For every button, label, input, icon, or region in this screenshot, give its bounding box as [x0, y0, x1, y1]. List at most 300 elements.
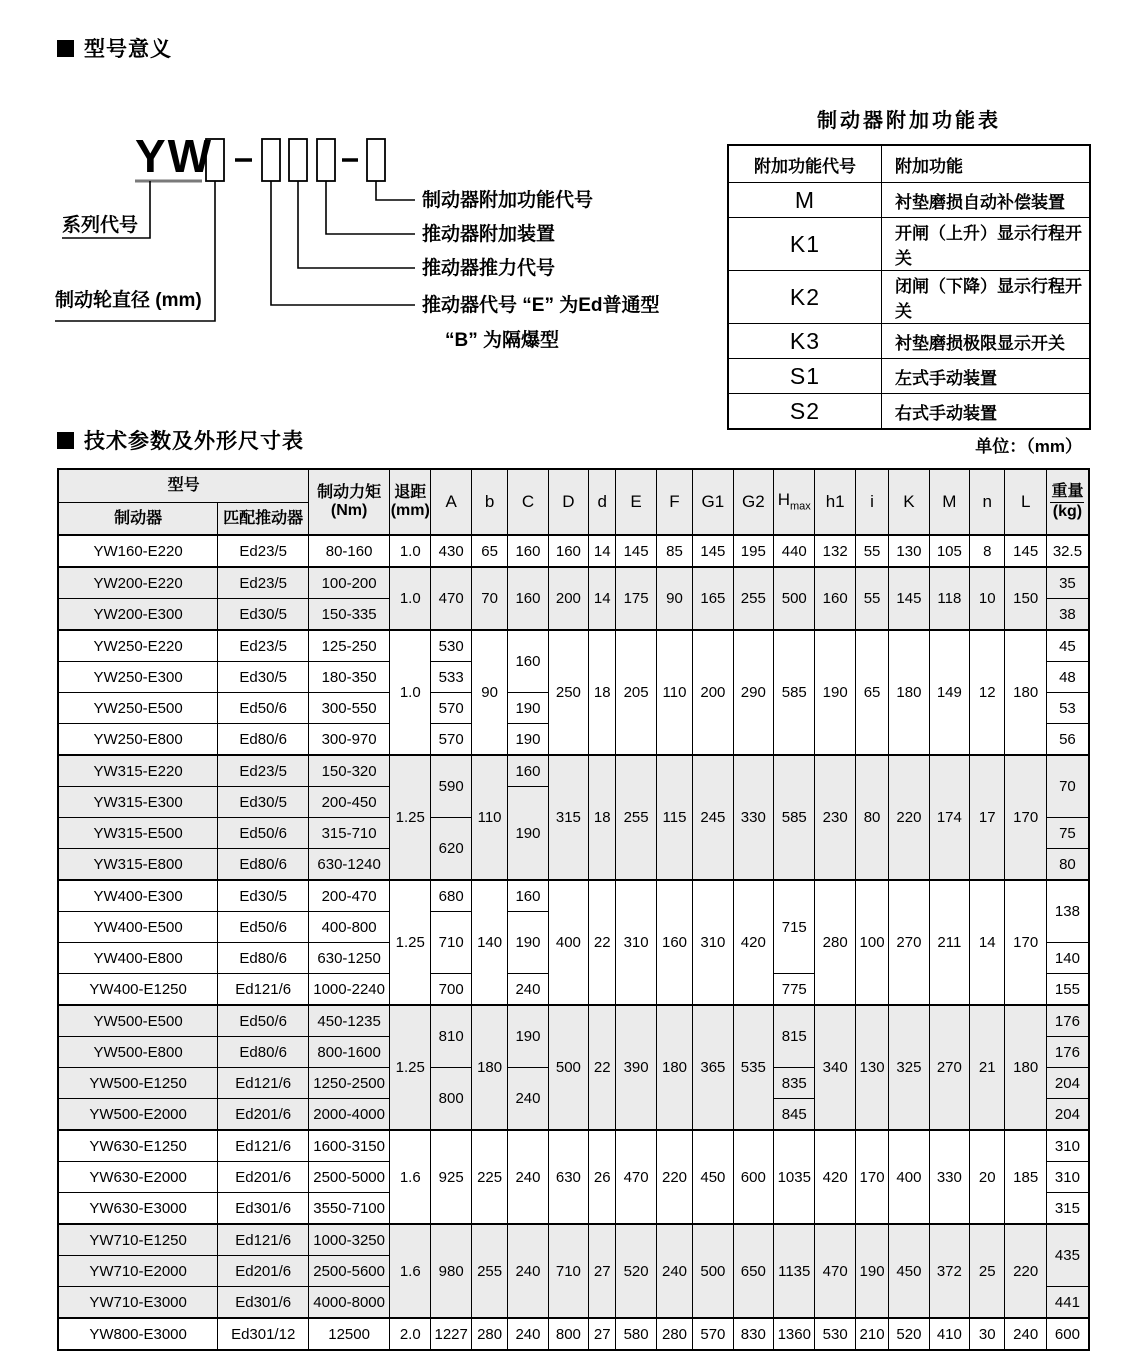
spec-cell: YW315-E500	[58, 818, 218, 849]
spec-cell: 1.0	[390, 567, 431, 630]
function-row	[728, 183, 1090, 218]
spec-cell: 180	[889, 630, 929, 755]
spec-cell: 190	[508, 912, 548, 974]
spec-cell: 205	[616, 630, 656, 755]
spec-cell: 25	[970, 1224, 1005, 1318]
spec-cell: 980	[431, 1224, 471, 1318]
spec-cell: YW630-E1250	[58, 1130, 218, 1162]
function-desc-cell: 右式手动装置	[882, 394, 1091, 430]
spec-header-cell: A	[431, 469, 471, 535]
spec-table-body	[58, 535, 1089, 1350]
spec-cell: 176	[1046, 1005, 1089, 1037]
spec-header-cell: b	[471, 469, 507, 535]
spec-cell: YW800-E3000	[58, 1318, 218, 1350]
spec-cell: 150-320	[309, 755, 390, 787]
spec-cell: 315-710	[309, 818, 390, 849]
spec-cell: Ed121/6	[218, 1068, 309, 1099]
spec-cell: 55	[855, 535, 888, 567]
section-bullet-icon	[57, 432, 74, 449]
spec-cell: 441	[1046, 1287, 1089, 1319]
spec-cell: 56	[1046, 724, 1089, 756]
spec-cell: 190	[508, 787, 548, 881]
spec-cell: Ed201/6	[218, 1099, 309, 1131]
spec-header-cell: C	[508, 469, 548, 535]
spec-header-cell: E	[616, 469, 656, 535]
spec-header-cell: G2	[733, 469, 773, 535]
code-box-function	[367, 139, 385, 181]
function-row	[728, 324, 1090, 359]
spec-cell: 325	[889, 1005, 929, 1130]
spec-cell: YW315-E300	[58, 787, 218, 818]
spec-cell: YW315-E800	[58, 849, 218, 881]
spec-cell: 1250-2500	[309, 1068, 390, 1099]
attachment-leader-line	[326, 181, 415, 234]
spec-cell: 12500	[309, 1318, 390, 1350]
spec-cell: 10	[970, 567, 1005, 630]
thrust-leader-line	[298, 181, 415, 268]
section-title: 型号意义	[84, 38, 172, 61]
spec-cell: 470	[616, 1130, 656, 1224]
spec-cell: 1.6	[390, 1130, 431, 1224]
spec-row	[58, 880, 1089, 912]
spec-cell: 210	[855, 1318, 888, 1350]
spec-cell: 600	[733, 1130, 773, 1224]
spec-cell: 190	[508, 724, 548, 756]
spec-cell: 90	[656, 567, 692, 630]
spec-cell: YW710-E3000	[58, 1287, 218, 1319]
spec-cell: 570	[693, 1318, 733, 1350]
spec-table	[57, 468, 1090, 1351]
spec-cell: 180	[656, 1005, 692, 1130]
spec-cell: 190	[855, 1224, 888, 1318]
spec-cell: 530	[431, 630, 471, 662]
thruster-code-label-line2: “B” 为隔爆型	[445, 330, 560, 351]
spec-cell: YW500-E500	[58, 1005, 218, 1037]
spec-cell: 315	[548, 755, 588, 880]
spec-cell: 800-1600	[309, 1037, 390, 1068]
spec-cell: YW500-E800	[58, 1037, 218, 1068]
wheel-label: 制动轮直径 (mm)	[55, 290, 202, 311]
spec-cell: 65	[471, 535, 507, 567]
spec-header-cell: D	[548, 469, 588, 535]
spec-cell: 230	[815, 755, 855, 880]
spec-cell: 585	[774, 630, 815, 755]
spec-cell: 390	[616, 1005, 656, 1130]
spec-cell: 200-450	[309, 787, 390, 818]
function-code-cell: K1	[728, 218, 882, 271]
spec-cell: 533	[431, 662, 471, 693]
spec-cell: 330	[733, 755, 773, 880]
spec-cell: YW630-E2000	[58, 1162, 218, 1193]
attachment-label: 推动器附加装置	[422, 224, 556, 245]
spec-cell: 520	[889, 1318, 929, 1350]
spec-cell: 35	[1046, 567, 1089, 599]
spec-cell: 32.5	[1046, 535, 1089, 567]
spec-cell: Ed30/5	[218, 662, 309, 693]
spec-cell: 160	[508, 567, 548, 630]
spec-cell: 27	[589, 1224, 616, 1318]
spec-cell: 21	[970, 1005, 1005, 1130]
spec-row	[58, 1005, 1089, 1037]
spec-cell: 620	[431, 818, 471, 881]
spec-cell: 2.0	[390, 1318, 431, 1350]
function-code-cell: K2	[728, 271, 882, 324]
spec-cell: 30	[970, 1318, 1005, 1350]
spec-cell: 310	[616, 880, 656, 1005]
spec-cell: 200	[548, 567, 588, 630]
spec-cell: 400-800	[309, 912, 390, 943]
spec-cell: 440	[774, 535, 815, 567]
spec-header-cell: n	[970, 469, 1005, 535]
spec-cell: 26	[589, 1130, 616, 1224]
spec-cell: 150	[1005, 567, 1046, 630]
spec-cell: 14	[589, 535, 616, 567]
spec-cell: 255	[616, 755, 656, 880]
spec-cell: Ed301/6	[218, 1193, 309, 1225]
spec-cell: Ed201/6	[218, 1256, 309, 1287]
spec-cell: 4000-8000	[309, 1287, 390, 1319]
spec-cell: Ed80/6	[218, 849, 309, 881]
spec-cell: 140	[471, 880, 507, 1005]
spec-cell: Ed301/12	[218, 1318, 309, 1350]
spec-row	[58, 1318, 1089, 1350]
spec-cell: 255	[733, 567, 773, 630]
spec-cell: Ed50/6	[218, 912, 309, 943]
function-table-block	[727, 104, 1091, 430]
spec-cell: 132	[815, 535, 855, 567]
spec-header-cell: d	[589, 469, 616, 535]
thruster-code-label-line1: 推动器代号 “E” 为Ed普通型	[422, 295, 660, 316]
section-title: 技术参数及外形尺寸表	[84, 430, 304, 453]
spec-cell: Ed50/6	[218, 818, 309, 849]
spec-header-cell: G1	[693, 469, 733, 535]
spec-cell: 450-1235	[309, 1005, 390, 1037]
spec-cell: 85	[656, 535, 692, 567]
spec-cell: 160	[508, 880, 548, 912]
spec-cell: Ed30/5	[218, 880, 309, 912]
spec-cell: Ed80/6	[218, 943, 309, 974]
spec-cell: 17	[970, 755, 1005, 880]
spec-cell: 145	[1005, 535, 1046, 567]
spec-cell: 200	[693, 630, 733, 755]
spec-cell: 1.0	[390, 630, 431, 755]
spec-cell: YW400-E300	[58, 880, 218, 912]
spec-cell: 110	[471, 755, 507, 880]
spec-header-cell: i	[855, 469, 888, 535]
spec-cell: 570	[431, 724, 471, 756]
spec-row	[58, 630, 1089, 662]
function-code-cell: S1	[728, 359, 882, 394]
spec-header-cell: 重量 (kg)	[1046, 469, 1089, 535]
spec-cell: 420	[815, 1130, 855, 1224]
spec-cell: 18	[589, 630, 616, 755]
spec-cell: 155	[1046, 974, 1089, 1006]
spec-cell: Ed23/5	[218, 630, 309, 662]
spec-cell: YW315-E220	[58, 755, 218, 787]
spec-cell: 240	[508, 974, 548, 1006]
spec-cell: YW400-E1250	[58, 974, 218, 1006]
function-row	[728, 394, 1090, 430]
spec-cell: 1.25	[390, 880, 431, 1005]
section-bullet-icon	[57, 40, 74, 57]
spec-cell: YW400-E800	[58, 943, 218, 974]
spec-cell: 240	[1005, 1318, 1046, 1350]
spec-cell: 149	[929, 630, 969, 755]
spec-cell: Ed50/6	[218, 693, 309, 724]
function-table-title: 制动器附加功能表	[817, 110, 1001, 132]
spec-cell: YW630-E3000	[58, 1193, 218, 1225]
spec-cell: 710	[548, 1224, 588, 1318]
spec-table-head	[58, 469, 1089, 535]
diagram-prefix: YW	[135, 130, 214, 182]
spec-cell: 100-200	[309, 567, 390, 599]
spec-cell: Ed121/6	[218, 1224, 309, 1256]
spec-cell: 925	[431, 1130, 471, 1224]
spec-cell: 200-470	[309, 880, 390, 912]
spec-cell: 1135	[774, 1224, 815, 1318]
spec-cell: 1600-3150	[309, 1130, 390, 1162]
spec-cell: 300-550	[309, 693, 390, 724]
spec-cell: Ed23/5	[218, 567, 309, 599]
spec-cell: 45	[1046, 630, 1089, 662]
function-code-cell: S2	[728, 394, 882, 430]
spec-cell: YW200-E220	[58, 567, 218, 599]
spec-row	[58, 567, 1089, 599]
spec-cell: YW250-E800	[58, 724, 218, 756]
spec-header-cell: M	[929, 469, 969, 535]
spec-cell: 650	[733, 1224, 773, 1318]
spec-cell: 1360	[774, 1318, 815, 1350]
function-desc-cell: 左式手动装置	[882, 359, 1091, 394]
spec-cell: 310	[693, 880, 733, 1005]
function-desc-cell: 衬垫磨损极限显示开关	[882, 324, 1091, 359]
spec-cell: YW250-E500	[58, 693, 218, 724]
spec-cell: Ed201/6	[218, 1162, 309, 1193]
spec-cell: YW500-E1250	[58, 1068, 218, 1099]
spec-cell: YW250-E220	[58, 630, 218, 662]
spec-cell: 70	[1046, 755, 1089, 818]
function-code-cell: K3	[728, 324, 882, 359]
spec-cell: 18	[589, 755, 616, 880]
spec-cell: YW400-E500	[58, 912, 218, 943]
function-row	[728, 359, 1090, 394]
spec-cell: 170	[855, 1130, 888, 1224]
spec-header-cell: F	[656, 469, 692, 535]
section-heading-model-meaning	[57, 33, 172, 63]
spec-cell: 300-970	[309, 724, 390, 756]
spec-cell: Ed50/6	[218, 1005, 309, 1037]
spec-cell: 630-1240	[309, 849, 390, 881]
code-box-thruster	[262, 139, 280, 181]
spec-cell: 845	[774, 1099, 815, 1131]
spec-cell: 211	[929, 880, 969, 1005]
spec-cell: 20	[970, 1130, 1005, 1224]
spec-cell: Ed301/6	[218, 1287, 309, 1319]
spec-cell: 630	[548, 1130, 588, 1224]
spec-cell: Ed80/6	[218, 724, 309, 756]
spec-cell: 1000-2240	[309, 974, 390, 1006]
spec-cell: 14	[970, 880, 1005, 1005]
spec-header-cell: 退距 (mm)	[390, 469, 431, 535]
spec-header-cell: 匹配推动器	[218, 503, 309, 536]
spec-cell: 70	[471, 567, 507, 630]
spec-cell: 270	[889, 880, 929, 1005]
spec-cell: 1.25	[390, 755, 431, 880]
spec-cell: 14	[589, 567, 616, 630]
spec-cell: YW160-E220	[58, 535, 218, 567]
spec-cell: 180	[471, 1005, 507, 1130]
spec-cell: Ed121/6	[218, 974, 309, 1006]
spec-cell: 170	[1005, 755, 1046, 880]
spec-cell: 600	[1046, 1318, 1089, 1350]
spec-header-cell: K	[889, 469, 929, 535]
spec-header-row	[58, 469, 1089, 503]
spec-cell: 240	[508, 1318, 548, 1350]
spec-cell: Ed30/5	[218, 787, 309, 818]
spec-cell: 110	[656, 630, 692, 755]
spec-cell: 195	[733, 535, 773, 567]
spec-cell: 190	[508, 1005, 548, 1068]
spec-header-cell: L	[1005, 469, 1046, 535]
spec-cell: 190	[815, 630, 855, 755]
spec-cell: 1227	[431, 1318, 471, 1350]
spec-cell: 372	[929, 1224, 969, 1318]
spec-cell: YW710-E2000	[58, 1256, 218, 1287]
function-code-cell: M	[728, 183, 882, 218]
spec-cell: 160	[508, 630, 548, 693]
spec-cell: 830	[733, 1318, 773, 1350]
spec-header-cell: h1	[815, 469, 855, 535]
spec-row	[58, 1224, 1089, 1256]
spec-cell: 280	[471, 1318, 507, 1350]
spec-cell: 255	[471, 1224, 507, 1318]
spec-cell: 500	[693, 1224, 733, 1318]
spec-cell: 580	[616, 1318, 656, 1350]
spec-cell: 715	[774, 880, 815, 974]
spec-cell: 220	[1005, 1224, 1046, 1318]
spec-cell: 175	[616, 567, 656, 630]
spec-cell: 470	[815, 1224, 855, 1318]
spec-cell: 1035	[774, 1130, 815, 1224]
spec-cell: 240	[508, 1224, 548, 1318]
spec-cell: 330	[929, 1130, 969, 1224]
spec-cell: 450	[693, 1130, 733, 1224]
spec-cell: 145	[616, 535, 656, 567]
spec-cell: 590	[431, 755, 471, 818]
spec-cell: 310	[1046, 1162, 1089, 1193]
spec-header-cell: 制动力矩 (Nm)	[309, 469, 390, 535]
function-header-row	[728, 145, 1090, 183]
spec-cell: 180	[1005, 1005, 1046, 1130]
spec-cell: 204	[1046, 1099, 1089, 1131]
spec-cell: 800	[431, 1068, 471, 1131]
spec-header-cell: 型号	[58, 469, 309, 503]
spec-cell: 1.25	[390, 1005, 431, 1130]
spec-cell: Ed23/5	[218, 535, 309, 567]
function-desc-cell: 闭闸（下降）显示行程开关	[882, 271, 1091, 324]
function-row	[728, 271, 1090, 324]
spec-cell: 800	[548, 1318, 588, 1350]
function-desc-header: 附加功能	[882, 145, 1091, 183]
spec-cell: 180	[1005, 630, 1046, 755]
spec-cell: 410	[929, 1318, 969, 1350]
spec-cell: 220	[889, 755, 929, 880]
spec-cell: 1.6	[390, 1224, 431, 1318]
spec-cell: 130	[889, 535, 929, 567]
spec-header-cell: $H_{max}$	[774, 469, 815, 535]
spec-cell: 815	[774, 1005, 815, 1068]
spec-cell: 400	[889, 1130, 929, 1224]
function-label: 制动器附加功能代号	[422, 190, 594, 211]
spec-cell: 8	[970, 535, 1005, 567]
spec-cell: 450	[889, 1224, 929, 1318]
spec-cell: 2500-5600	[309, 1256, 390, 1287]
spec-cell: 150-335	[309, 599, 390, 631]
series-label: 系列代号	[62, 215, 139, 236]
function-row	[728, 218, 1090, 271]
spec-cell: 48	[1046, 662, 1089, 693]
spec-cell: 174	[929, 755, 969, 880]
spec-cell: 420	[733, 880, 773, 1005]
section-heading-spec	[57, 425, 304, 455]
spec-cell: 160	[548, 535, 588, 567]
spec-cell: 75	[1046, 818, 1089, 849]
spec-cell: 270	[929, 1005, 969, 1130]
function-desc-cell: 开闸（上升）显示行程开关	[882, 218, 1091, 271]
spec-cell: 190	[508, 693, 548, 724]
spec-cell: 165	[693, 567, 733, 630]
spec-cell: 180-350	[309, 662, 390, 693]
function-leader-line	[376, 181, 415, 200]
code-box-thrust	[289, 139, 307, 181]
spec-cell: 250	[548, 630, 588, 755]
spec-cell: 2000-4000	[309, 1099, 390, 1131]
spec-row	[58, 1130, 1089, 1162]
function-table-body	[728, 183, 1090, 430]
spec-cell: 125-250	[309, 630, 390, 662]
spec-cell: 80	[855, 755, 888, 880]
spec-cell: 700	[431, 974, 471, 1006]
spec-cell: 430	[431, 535, 471, 567]
spec-cell: 80	[1046, 849, 1089, 881]
spec-cell: 170	[1005, 880, 1046, 1005]
spec-cell: 710	[431, 912, 471, 974]
spec-cell: 27	[589, 1318, 616, 1350]
spec-cell: 520	[616, 1224, 656, 1318]
spec-cell: 140	[1046, 943, 1089, 974]
spec-cell: 1000-3250	[309, 1224, 390, 1256]
spec-cell: 220	[656, 1130, 692, 1224]
spec-cell: Ed121/6	[218, 1130, 309, 1162]
spec-cell: 138	[1046, 880, 1089, 943]
spec-cell: YW500-E2000	[58, 1099, 218, 1131]
spec-row	[58, 755, 1089, 787]
spec-cell: 160	[508, 535, 548, 567]
spec-cell: 500	[548, 1005, 588, 1130]
spec-cell: YW250-E300	[58, 662, 218, 693]
spec-cell: YW710-E1250	[58, 1224, 218, 1256]
spec-cell: 470	[431, 567, 471, 630]
spec-cell: 176	[1046, 1037, 1089, 1068]
spec-cell: 630-1250	[309, 943, 390, 974]
spec-cell: 204	[1046, 1068, 1089, 1099]
spec-cell: 55	[855, 567, 888, 630]
spec-cell: 130	[855, 1005, 888, 1130]
spec-cell: 80-160	[309, 535, 390, 567]
spec-cell: Ed30/5	[218, 599, 309, 631]
spec-cell: 22	[589, 880, 616, 1005]
spec-cell: 160	[508, 755, 548, 787]
